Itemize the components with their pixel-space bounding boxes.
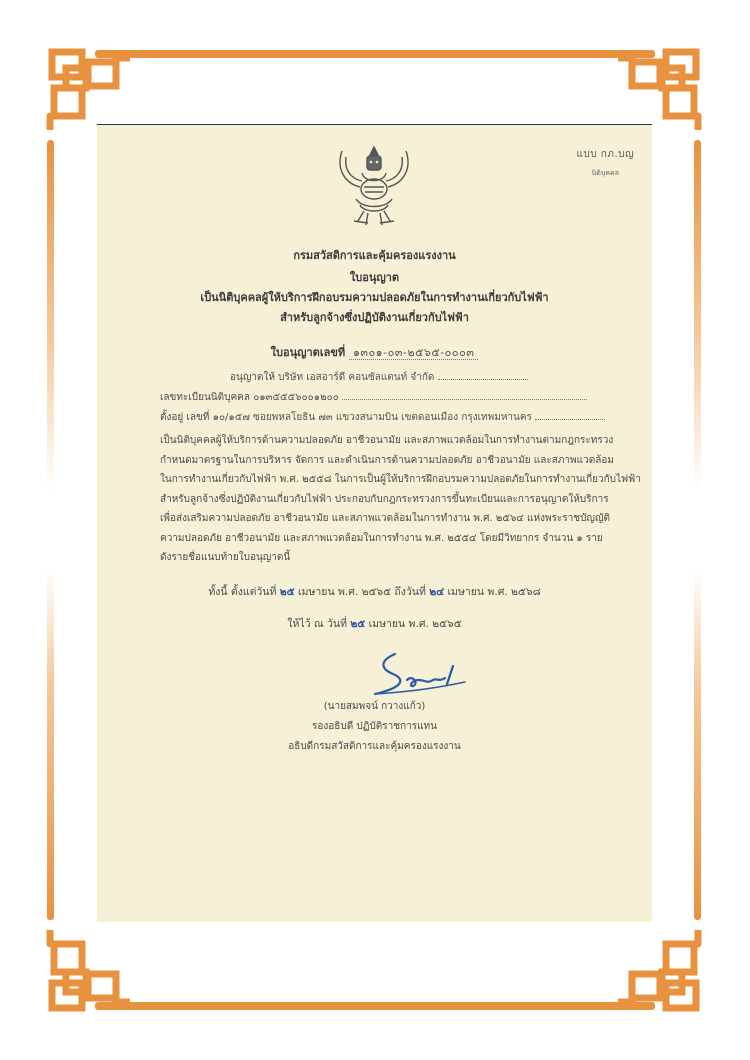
form-subtype: นิติบุคคล [591,169,619,177]
validity-end-day: ๒๔ [429,586,445,598]
license-number-label: ใบอนุญาตเลขที่ [270,346,346,359]
dotted-fill [438,379,528,380]
signer-name: (นายสมพจน์ กวางแก้ว) [323,701,426,712]
dotted-fill [535,419,605,420]
license-number: ๑๓๐๑-๐๓-๒๕๖๕-๐๐๐๓ [349,346,478,360]
corner-ornament-bottom-right-icon [618,930,708,1020]
frame-border-bottom [95,1002,655,1010]
license-subtitle-2: สำหรับลูกจ้างซึ่งปฏิบัติงานเกี่ยวกับไฟฟ้า [280,311,469,324]
body-line: ความปลอดภัย อาชีวอนามัย และสภาพแวดล้อมในการทำงาน พ.ศ. ๒๕๕๔ โดยมีวิทยากร จำนวน ๑ ราย [160,532,603,544]
document-type: ใบอนุญาต [349,271,400,284]
registration-number: ๐๑๓๕๕๕๖๐๐๑๒๐๐ [253,392,339,403]
corner-ornament-bottom-left-icon [40,930,130,1020]
validity-end-rest: เมษายน พ.ศ. ๒๕๖๘ [447,586,541,598]
license-document [97,124,652,922]
issue-rest: เมษายน พ.ศ. ๒๕๖๕ [368,618,462,630]
license-subtitle-1: เป็นนิติบุคคลผู้ให้บริการฝึกอบรมความปลอดภัยในการทำงานเกี่ยวกับไฟฟ้า [200,291,549,304]
body-line: ในการทำงานเกี่ยวกับไฟฟ้า พ.ศ. ๒๕๕๘ ในการเป็นผู้ให้บริการฝึกอบรมความปลอดภัยในการทำงานเกี่ยวกับไฟฟ้า [160,474,641,485]
body-line: กำหนดมาตรฐานในการบริหาร จัดการ และดำเนินการด้านความปลอดภัย อาชีวอนามัย และสภาพแวดล้อม [160,454,614,466]
validity-prefix: ทั้งนี้ ตั้งแต่วันที่ [208,586,277,598]
validity-start-day: ๒๕ [279,586,295,598]
garuda-emblem-icon [334,143,414,229]
form-code: แบบ กภ.บญ [576,149,634,160]
registration-line [160,390,587,405]
signer-position-2: อธิบดีกรมสวัสดิการและคุ้มครองแรงงาน [288,741,461,752]
form-code-block [576,147,634,179]
signature-icon [367,650,477,700]
issue-day: ๒๕ [350,618,366,630]
address-value: ๑๐/๑๕๗ ซอยพหลโยธิน ๗๓ แขวงสนามบิน เขตดอนเมือง กรุงเทพมหานคร [212,412,532,423]
corner-ornament-top-right-icon [618,40,708,130]
body-line: ดังรายชื่อแนบท้ายใบอนุญาตนี้ [160,552,291,563]
license-number-line [97,343,652,361]
grantee-line [230,370,528,385]
address-line [160,410,605,425]
signer-position-1: รองอธิบดี ปฏิบัติราชการแทน [312,721,437,732]
frame-border-right [694,140,701,920]
department-name: กรมสวัสดิการและคุ้มครองแรงงาน [293,249,456,262]
dotted-fill [342,399,587,400]
frame-border-left [47,140,54,920]
body-line: เป็นนิติบุคคลผู้ให้บริการด้านความปลอดภัย อาชีวอนามัย และสภาพแวดล้อมในการทำงานตามกฎกระทรวง [160,435,614,446]
license-body-text [160,431,650,568]
validity-period [97,583,652,600]
body-line: เพื่อส่งเสริมความปลอดภัย อาชีวอนามัย และสภาพแวดล้อมในการทำงาน พ.ศ. ๒๕๖๔ แห่งพระราชบัญญัติ [160,513,610,524]
grantee-name: บริษัท เอสอาร์ดี คอนซัลแตนท์ จำกัด [278,372,435,383]
corner-ornament-top-left-icon [40,40,130,130]
validity-start-rest: เมษายน พ.ศ. ๒๕๖๕ ถึงวันที่ [297,586,426,598]
registration-label: เลขทะเบียนนิติบุคคล [160,392,250,403]
body-line: สำหรับลูกจ้างซึ่งปฏิบัติงานเกี่ยวกับไฟฟ้า ประกอบกับกฎกระทรวงการขึ้นทะเบียนและการอนุญาตให้บริการ [160,493,609,505]
signer-block [97,697,652,757]
frame-border-top [95,50,655,58]
grantee-label: อนุญาตให้ [230,372,275,383]
issue-date [97,615,652,632]
address-label: ตั้งอยู่ เลขที่ [160,412,210,423]
issue-prefix: ให้ไว้ ณ วันที่ [287,618,347,630]
